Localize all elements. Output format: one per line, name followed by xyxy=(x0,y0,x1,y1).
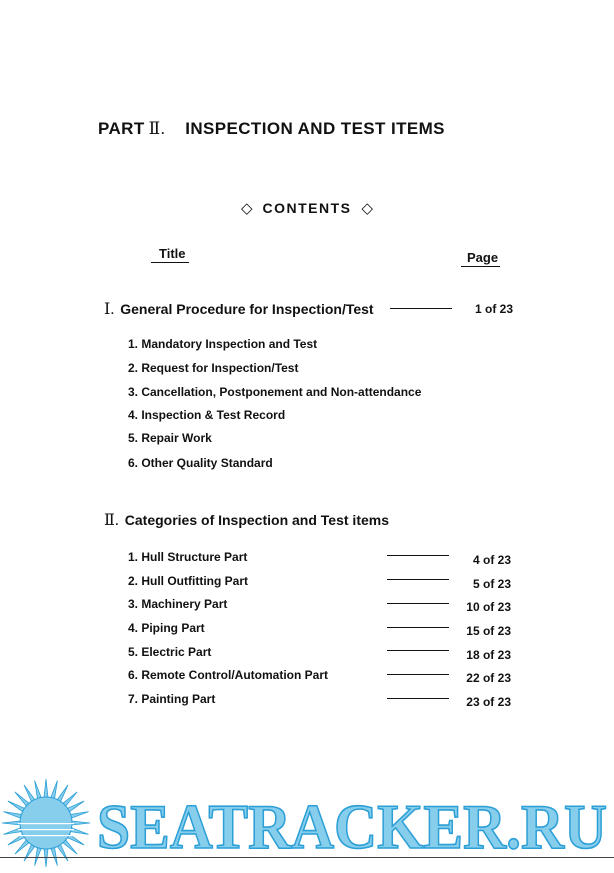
list-item-remote-control[interactable]: 6. Remote Control/Automation Part xyxy=(128,668,329,682)
page-ref: 5 of 23 xyxy=(472,577,511,591)
page-ref: 4 of 23 xyxy=(472,553,511,567)
list-item-quality-standard[interactable]: 6. Other Quality Standard xyxy=(128,456,273,470)
section-page-ref: 1 of 23 xyxy=(474,302,513,316)
sun-icon xyxy=(2,779,90,867)
diamond-right-icon: ◇ xyxy=(361,199,374,217)
list-item-test-record[interactable]: 4. Inspection & Test Record xyxy=(128,408,286,422)
list-item-hull-structure[interactable]: 1. Hull Structure Part xyxy=(128,550,248,564)
section-title: Categories of Inspection and Test items xyxy=(124,512,390,528)
list-item-request-inspection[interactable]: 2. Request for Inspection/Test xyxy=(128,361,299,375)
part-label: PART xyxy=(98,119,145,138)
leader-line xyxy=(387,650,449,651)
list-item-piping[interactable]: 4. Piping Part xyxy=(128,621,205,635)
page-ref: 15 of 23 xyxy=(466,624,511,638)
column-header-title: Title xyxy=(151,246,189,263)
diamond-left-icon: ◇ xyxy=(240,199,253,217)
contents-heading xyxy=(0,199,614,217)
leader-line xyxy=(387,555,449,556)
list-item-machinery[interactable]: 3. Machinery Part xyxy=(128,597,228,611)
contents-label: CONTENTS xyxy=(262,200,352,216)
part-title-text: INSPECTION AND TEST ITEMS xyxy=(185,119,445,138)
column-header-page: Page xyxy=(461,250,500,267)
section-roman-numeral: Ⅱ. xyxy=(104,512,119,529)
watermark-text: SEATRACKER.RU xyxy=(97,791,607,862)
section-heading-general-procedure[interactable] xyxy=(104,299,374,319)
list-item-electric[interactable]: 5. Electric Part xyxy=(128,645,212,659)
section-heading-categories[interactable] xyxy=(104,510,389,530)
section-title: General Procedure for Inspection/Test xyxy=(120,301,374,317)
list-item-painting[interactable]: 7. Painting Part xyxy=(128,692,216,706)
bottom-rule xyxy=(0,857,614,858)
page-title xyxy=(98,119,445,139)
leader-line xyxy=(387,603,449,604)
watermark-graphic xyxy=(0,778,614,868)
leader-line xyxy=(387,698,449,699)
list-item-hull-outfitting[interactable]: 2. Hull Outfitting Part xyxy=(128,574,248,588)
page-ref: 18 of 23 xyxy=(466,648,511,662)
watermark xyxy=(0,778,614,868)
leader-line xyxy=(387,579,449,580)
list-item-mandatory-inspection[interactable]: 1. Mandatory Inspection and Test xyxy=(128,337,318,351)
page-ref: 22 of 23 xyxy=(466,671,511,685)
leader-line xyxy=(390,308,452,309)
page-ref: 23 of 23 xyxy=(466,695,511,709)
leader-line xyxy=(387,627,449,628)
part-roman-numeral: Ⅱ. xyxy=(148,119,166,138)
leader-line xyxy=(387,674,449,675)
list-item-repair-work[interactable]: 5. Repair Work xyxy=(128,431,212,445)
section-roman-numeral: Ⅰ. xyxy=(104,301,115,318)
page-ref: 10 of 23 xyxy=(466,600,511,614)
list-item-cancellation[interactable]: 3. Cancellation, Postponement and Non-attendance xyxy=(128,385,422,399)
sun-ray xyxy=(44,779,48,799)
